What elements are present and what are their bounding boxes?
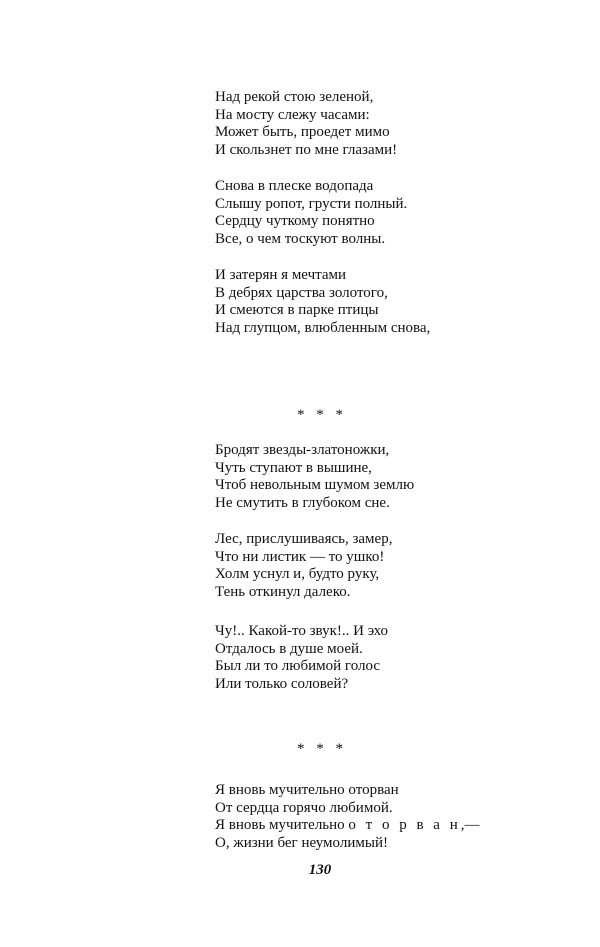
poem3-stanza-1 [215, 782, 480, 852]
poem-line: Отдалось в душе моей. [215, 640, 363, 657]
poem-line: И затерян я мечтами [215, 267, 347, 283]
poem-line: Холм уснул и, будто руку, [215, 566, 380, 582]
poem2-stanza-1 [215, 442, 414, 512]
poem-line: Может быть, проедет мимо [215, 124, 390, 140]
section-separator: * * * [297, 407, 343, 423]
page-number: 130 [308, 862, 332, 878]
poem-line: От сердца горячо любимой. [215, 799, 393, 816]
poem-line-emphasis: о т о р в а н [348, 817, 461, 833]
poem-line: Бродят звезды-златоножки, [215, 442, 390, 458]
poem2-stanza-3 [215, 623, 388, 693]
poem-line [215, 817, 480, 835]
poem-line: В дебрях царства золотого, [215, 284, 388, 301]
poem-line: Над рекой стою зеленой, [215, 89, 374, 105]
poem-line: Не смутить в глубоком сне. [215, 494, 390, 511]
poem-line: Сердцу чуткому понятно [215, 213, 375, 229]
section-separator: * * * [297, 741, 343, 757]
poem-line: Слышу ропот, грусти полный. [215, 195, 408, 212]
poem-line: Был ли то любимой голос [215, 658, 381, 674]
poem-line: Лес, прислушиваясь, замер, [215, 531, 393, 547]
poem-line-punct: ,— [460, 817, 480, 833]
poem-line: Чу!.. Какой-то звук!.. И эхо [215, 623, 389, 639]
poem-line: О, жизни бег неумолимый! [215, 834, 388, 851]
poem-line: Снова в плеске водопада [215, 178, 374, 194]
poem1-stanza-2 [215, 178, 407, 248]
poem2-stanza-2 [215, 531, 392, 601]
poem-line: Над глупцом, влюбленным снова, [215, 319, 431, 336]
poem-line: Чтоб невольным шумом землю [215, 477, 415, 493]
poem-line: И смеются в парке птицы [215, 302, 379, 318]
poem-line: На мосту слежу часами: [215, 106, 370, 123]
poem-line: И скользнет по мне глазами! [215, 141, 398, 158]
poem-line: Или только соловей? [215, 675, 349, 692]
poem1-stanza-1 [215, 89, 397, 159]
poem-line: Чуть ступают в вышине, [215, 459, 372, 476]
poem-line: Тень откинул далеко. [215, 583, 351, 600]
poem-line: Я вновь мучительно оторван [215, 782, 399, 798]
poem-line: Все, о чем тоскуют волны. [215, 230, 386, 247]
poem-line-part: Я вновь мучительно [215, 817, 345, 833]
poem-line: Что ни листик — то ушко! [215, 548, 385, 565]
poem1-stanza-3 [215, 267, 430, 337]
